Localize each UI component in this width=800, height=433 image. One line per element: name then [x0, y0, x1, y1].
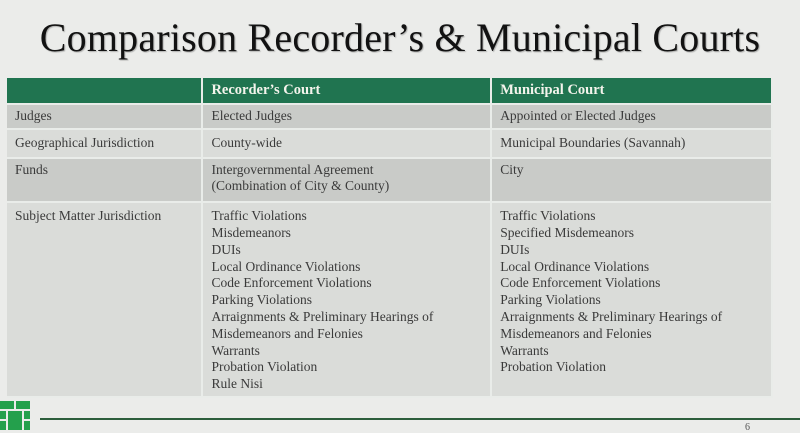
table-row-subject-matter-jurisdiction	[7, 202, 772, 397]
cell-line: Probation Violation	[500, 359, 606, 375]
cell-line: Local Ordinance Violations	[211, 258, 361, 274]
municipal-cell	[491, 129, 772, 158]
cell-line: Parking Violations	[500, 292, 601, 308]
row-label: Funds	[7, 158, 202, 203]
cell-line: City	[500, 161, 524, 177]
cell-line: Code Enforcement Violations	[500, 275, 661, 291]
table-row-geographical-jurisdiction	[7, 129, 772, 158]
cell-line: Misdemeanors and Felonies	[211, 325, 363, 341]
cell-line: DUIs	[500, 241, 530, 257]
table-row-judges	[7, 104, 772, 129]
header-recorders-court: Recorder’s Court	[202, 78, 491, 104]
cell-line: County-wide	[211, 134, 282, 150]
comparison-table	[7, 78, 773, 398]
table-row-funds	[7, 158, 772, 203]
recorders-cell	[202, 129, 491, 158]
footer-divider	[40, 418, 800, 420]
recorders-cell	[202, 202, 491, 397]
cell-line: Elected Judges	[211, 108, 293, 123]
cell-line: Intergovernmental Agreement	[211, 161, 374, 177]
cell-line: DUIs	[211, 241, 241, 257]
cell-line: Rule Nisi	[211, 376, 263, 392]
slide-title: Comparison Recorder’s & Municipal Courts	[39, 15, 761, 60]
cell-line: Warrants	[500, 342, 549, 358]
brick-logo-icon	[0, 401, 30, 430]
cell-line: Parking Violations	[211, 292, 313, 308]
cell-line: Probation Violation	[211, 359, 318, 375]
municipal-cell	[491, 202, 772, 397]
row-label: Subject Matter Jurisdiction	[7, 202, 202, 397]
municipal-cell	[491, 104, 772, 129]
header-empty	[7, 78, 202, 104]
cell-line: Arraignments & Preliminary Hearings of	[211, 308, 434, 324]
cell-line: Misdemeanors	[211, 224, 291, 240]
cell-line: Misdemeanors and Felonies	[500, 325, 652, 341]
cell-line: Traffic Violations	[211, 208, 307, 224]
cell-line: Traffic Violations	[500, 208, 596, 224]
cell-line: Specified Misdemeanors	[500, 224, 635, 240]
row-label: Judges	[7, 104, 202, 129]
cell-line: Code Enforcement Violations	[211, 275, 372, 291]
page-number: 6	[745, 422, 750, 433]
cell-line: Municipal Boundaries (Savannah)	[500, 134, 686, 150]
row-label: Geographical Jurisdiction	[7, 129, 202, 158]
cell-line: Warrants	[211, 342, 260, 358]
municipal-cell	[491, 158, 772, 203]
header-municipal-court: Municipal Court	[491, 78, 772, 104]
cell-line: Appointed or Elected Judges	[500, 108, 656, 123]
cell-line: (Combination of City & County)	[211, 178, 390, 194]
cell-line: Arraignments & Preliminary Hearings of	[500, 308, 723, 324]
table-header-row	[7, 78, 772, 104]
cell-line: Local Ordinance Violations	[500, 258, 650, 274]
recorders-cell	[202, 104, 491, 129]
recorders-cell	[202, 158, 491, 203]
